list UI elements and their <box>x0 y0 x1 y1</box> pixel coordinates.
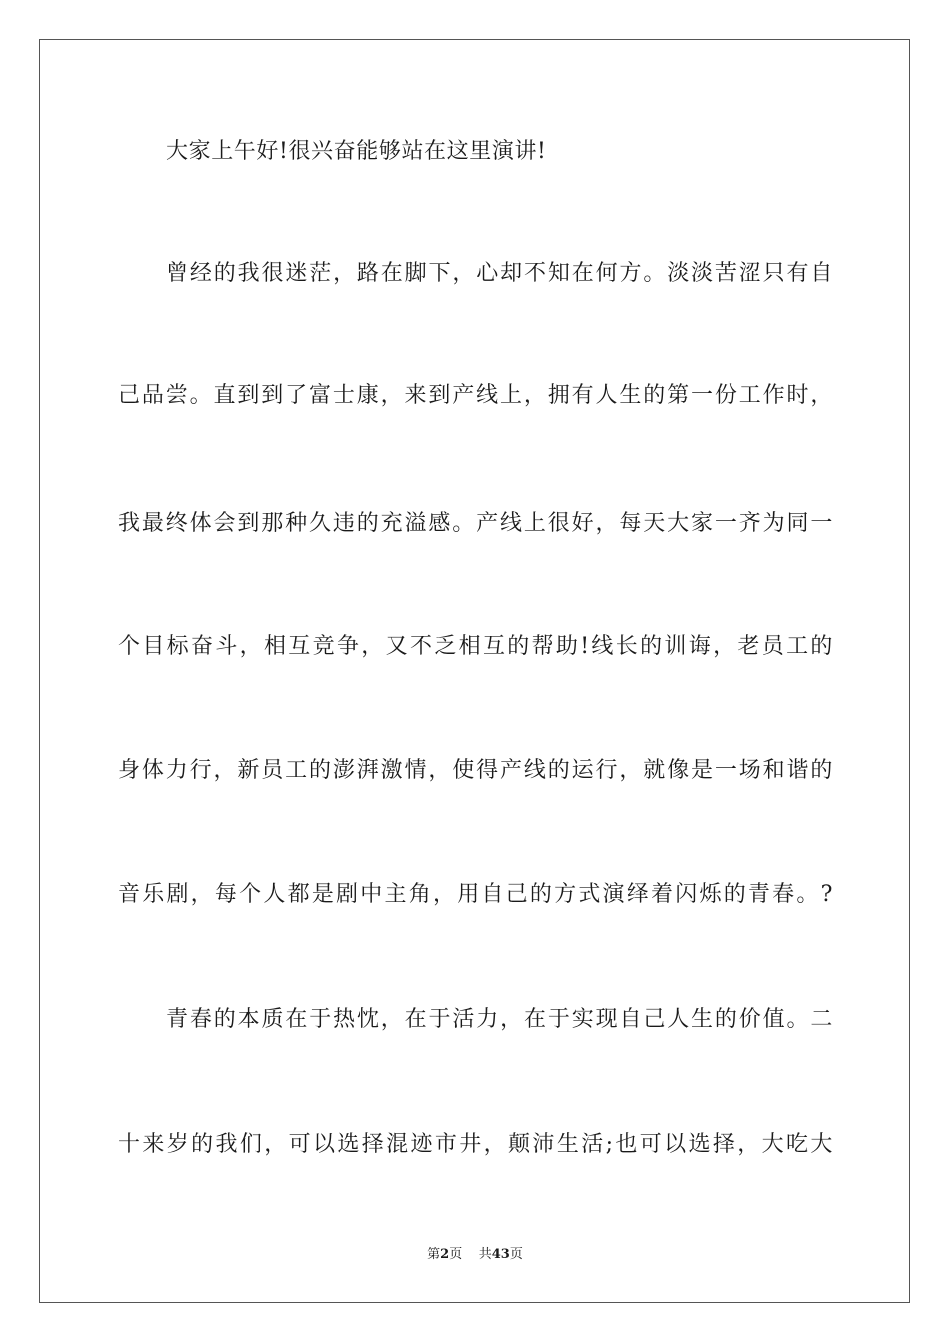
paragraph-line-8: 青春的本质在于热忱，在于活力，在于实现自己人生的价值。二 <box>166 1007 833 1032</box>
footer-total-pages: 43 <box>491 1247 510 1262</box>
footer-total-suffix: 页 <box>509 1247 523 1262</box>
paragraph-line-3: 己品尝。直到到了富士康，来到产线上，拥有人生的第一份工作时， <box>118 383 833 408</box>
page-border <box>39 39 910 1303</box>
footer-page-prefix: 第 <box>427 1247 441 1262</box>
page-footer <box>0 1246 950 1264</box>
paragraph-line-5: 个目标奋斗，相互竞争，又不乏相互的帮助!线长的训诲，老员工的 <box>118 634 833 659</box>
footer-total-prefix: 共 <box>478 1247 492 1262</box>
footer-page-number: 2 <box>440 1247 450 1262</box>
paragraph-line-7: 音乐剧，每个人都是剧中主角，用自己的方式演绎着闪烁的青春。? <box>118 882 833 907</box>
paragraph-line-9: 十来岁的我们，可以选择混迹市井，颠沛生活;也可以选择，大吃大 <box>118 1132 833 1157</box>
paragraph-line-2: 曾经的我很迷茫，路在脚下，心却不知在何方。淡淡苦涩只有自 <box>166 261 833 286</box>
footer-page-suffix: 页 <box>449 1247 463 1262</box>
paragraph-line-4: 我最终体会到那种久违的充溢感。产线上很好，每天大家一齐为同一 <box>118 511 833 536</box>
paragraph-line-1: 大家上午好!很兴奋能够站在这里演讲! <box>166 139 547 164</box>
paragraph-line-6: 身体力行，新员工的澎湃激情，使得产线的运行，就像是一场和谐的 <box>118 758 833 783</box>
